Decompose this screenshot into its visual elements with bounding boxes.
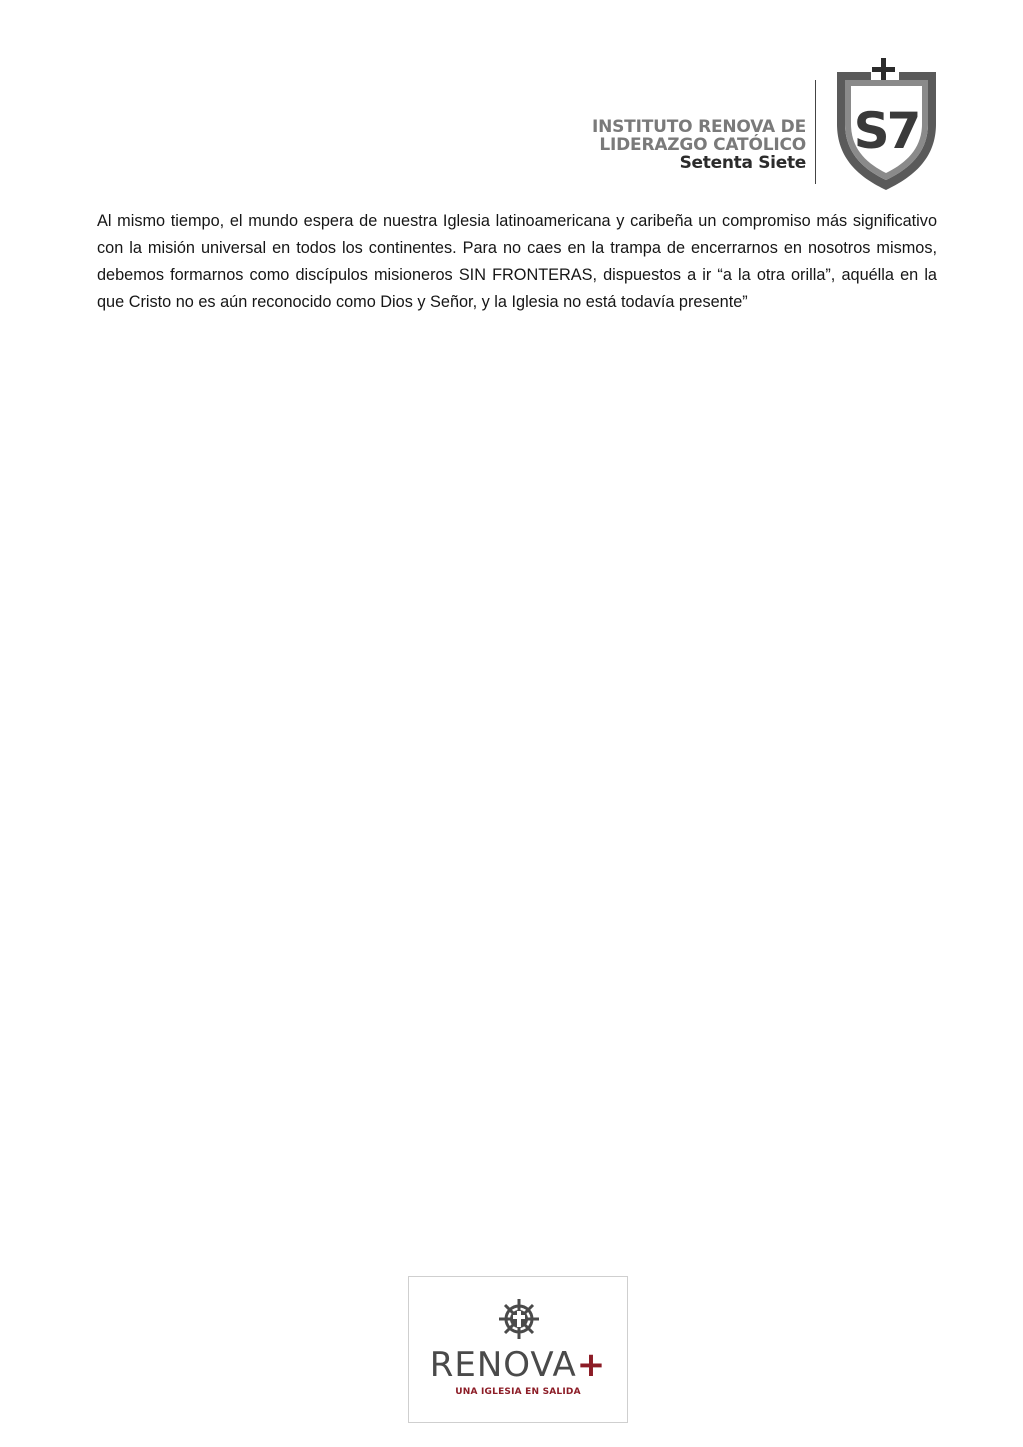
header-logo	[590, 58, 942, 190]
renova-wordmark-text: RENOVA	[429, 1345, 577, 1385]
institute-name-line1: INSTITUTO RENOVA DE	[591, 117, 806, 137]
footer-logo	[408, 1276, 628, 1423]
institute-name-line2: LIDERAZGO CATÓLICO	[599, 135, 806, 155]
ship-wheel-icon	[497, 1297, 541, 1341]
institute-name	[590, 118, 806, 172]
renova-plus-sign: +	[576, 1345, 607, 1385]
s7-shield-icon	[831, 58, 942, 190]
body-paragraph: Al mismo tiempo, el mundo espera de nuestra Iglesia latinoamericana y caribeña un compromiso más significativo con la misión universal en todos los continentes. Para no caes en la trampa de encerrarnos en nosotros mismos, debemos formarnos como discípulos misioneros SIN FRONTERAS, dispuestos a ir “a la otra orilla”, aquélla en la que Cristo no es aún reconocido como Dios y Señor, y la Iglesia no está todavía presente”	[97, 212, 937, 311]
institute-name-line3: Setenta Siete	[679, 153, 806, 173]
renova-tagline: UNA IGLESIA EN SALIDA	[455, 1387, 581, 1397]
s7-emblem-text: S7	[853, 102, 919, 160]
header-divider	[815, 80, 816, 184]
renova-wordmark	[409, 1345, 627, 1385]
